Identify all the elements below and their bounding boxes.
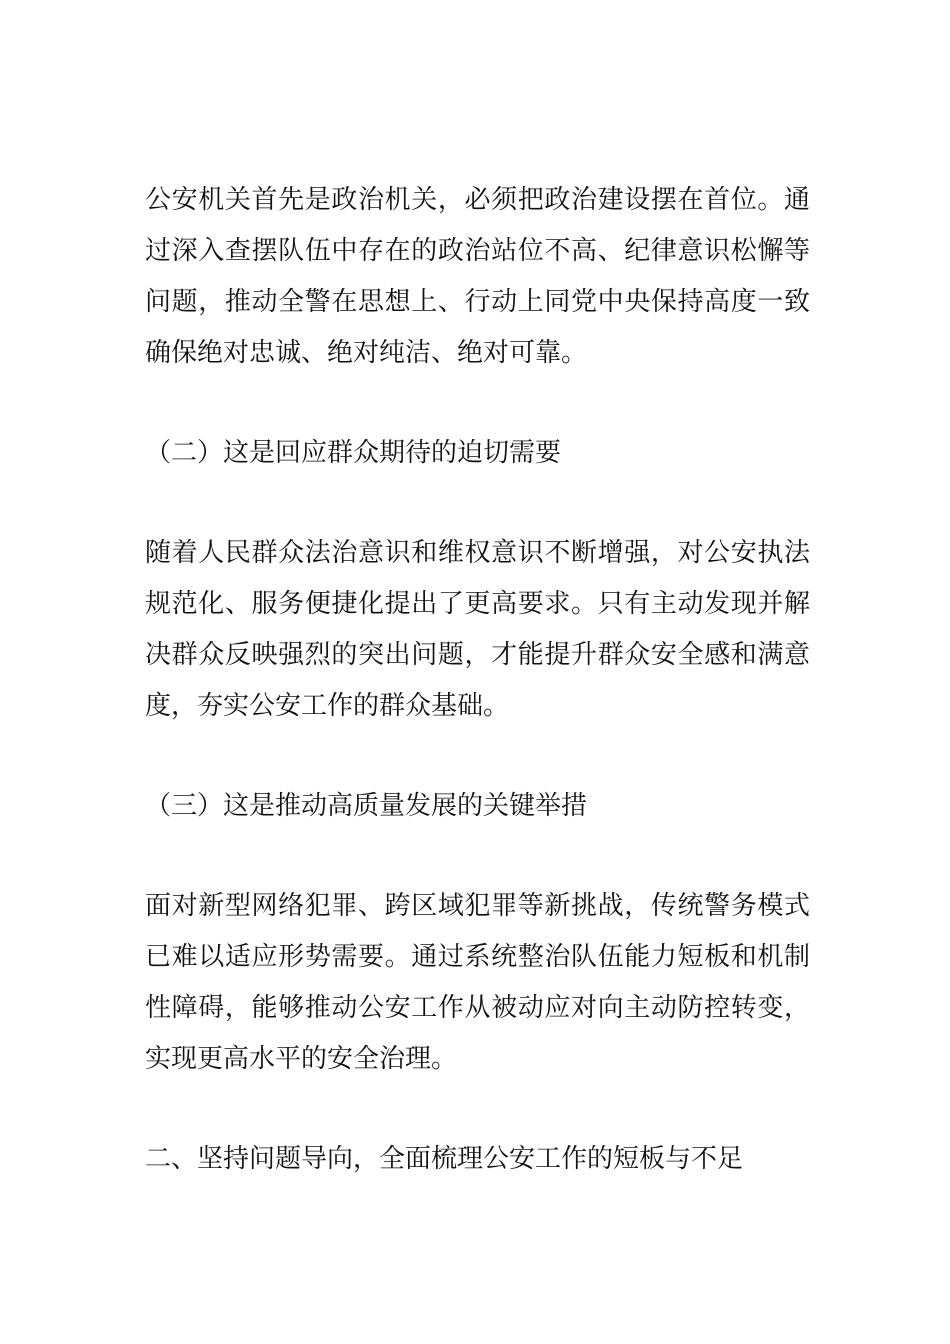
paragraph-political-construction: 公安机关首先是政治机关，必须把政治建设摆在首位。通过深入查摆队伍中存在的政治站位不高、纪律意识松懈等问题，推动全警在思想上、行动上同党中央保持高度一致确保绝对忠诚、绝对纯洁、绝对可靠。 xyxy=(145,185,810,368)
paragraph-public-expectations: 随着人民群众法治意识和维权意识不断增强，对公安执法规范化、服务便捷化提出了更高要求。只有主动发现并解决群众反映强烈的突出问题，才能提升群众安全感和满意度，夯实公安工作的群众基础。 xyxy=(145,538,810,721)
heading-section-3: （三）这是推动高质量发展的关键举措 xyxy=(145,791,588,821)
paragraph-high-quality-development: 面对新型网络犯罪、跨区域犯罪等新挑战，传统警务模式已难以适应形势需要。通过系统整治队伍能力短板和机制性障碍，能够推动公安工作从被动应对向主动防控转变，实现更高水平的安全治理。 xyxy=(145,891,810,1074)
heading-section-2: （二）这是回应群众期待的迫切需要 xyxy=(145,438,562,468)
document-body xyxy=(145,175,810,1185)
heading-part-two: 二、坚持问题导向，全面梳理公安工作的短板与不足 xyxy=(145,1144,744,1174)
